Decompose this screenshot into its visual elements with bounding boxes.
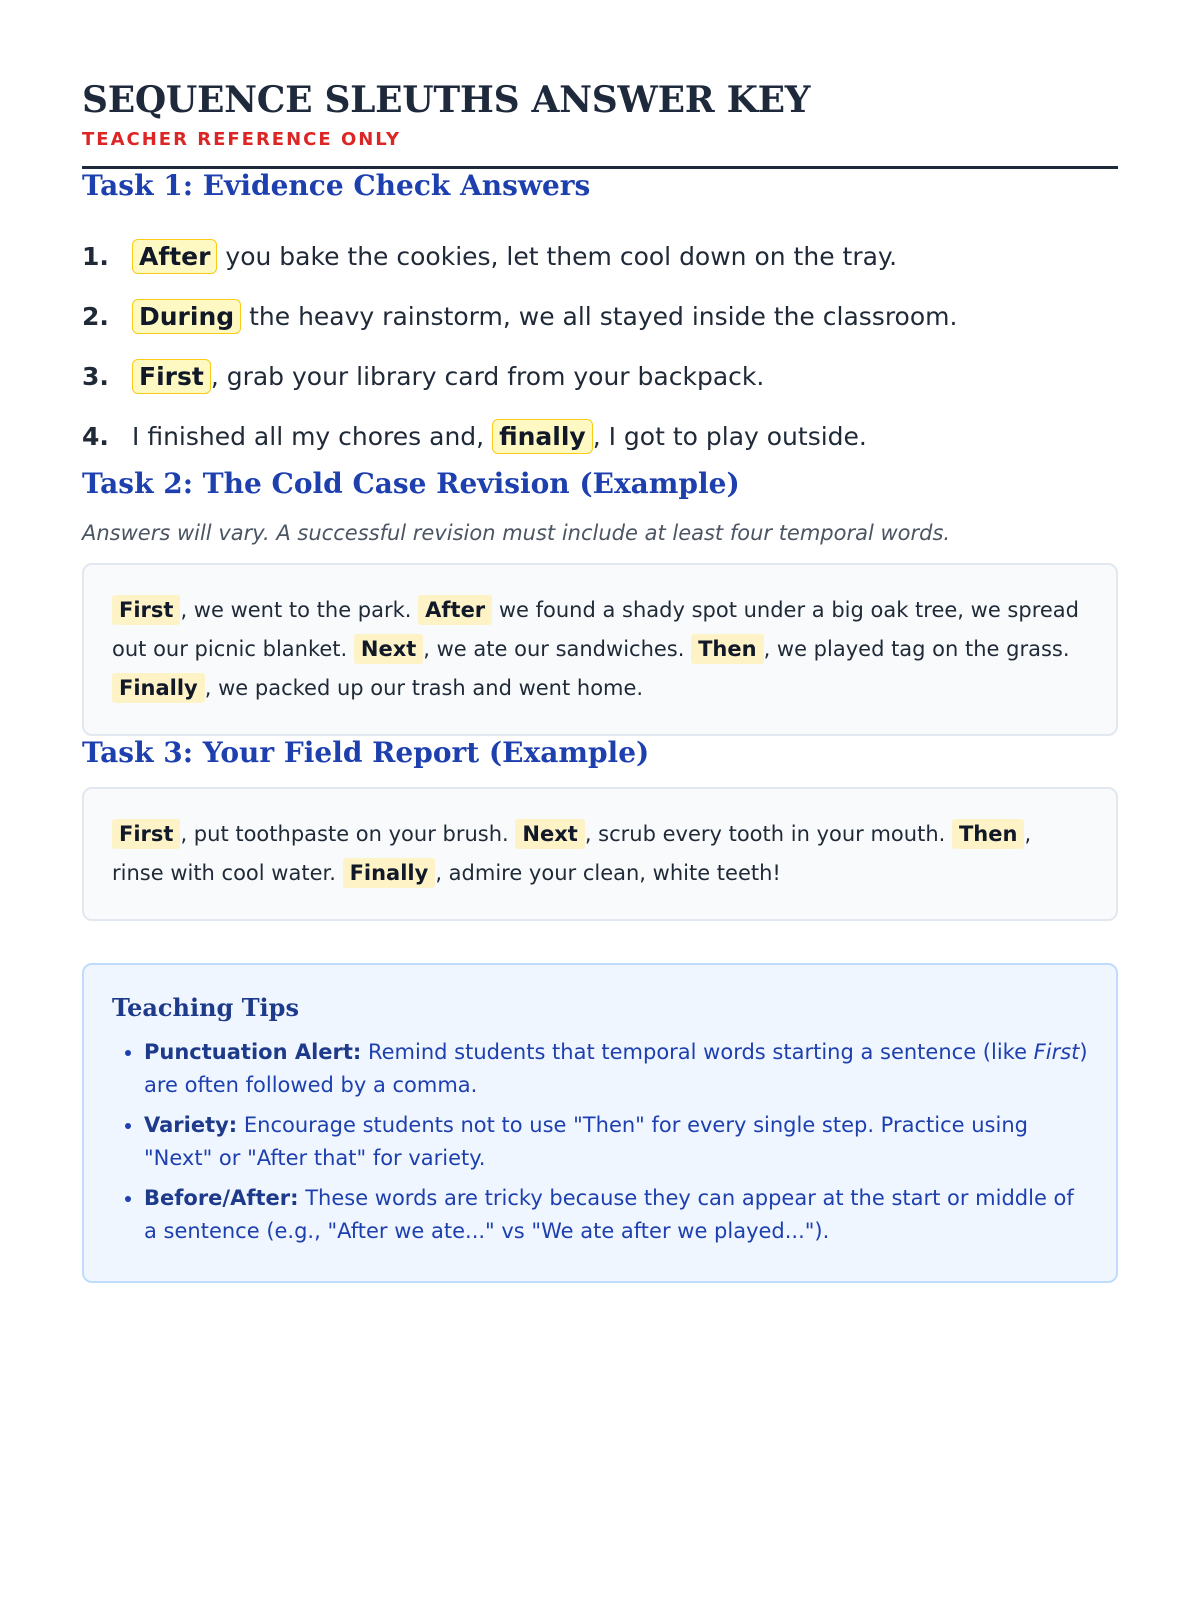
task1-heading: Task 1: Evidence Check Answers bbox=[82, 169, 591, 203]
answer-sentence bbox=[132, 242, 897, 271]
example-text: , we went to the park. bbox=[180, 597, 419, 622]
answer-sentence bbox=[132, 362, 764, 391]
task1-answer-list bbox=[82, 227, 1118, 467]
answer-number: 2. bbox=[82, 302, 109, 332]
tips-heading: Teaching Tips bbox=[112, 993, 299, 1023]
teaching-tips-box bbox=[82, 963, 1118, 1283]
temporal-word: Next bbox=[354, 634, 423, 664]
temporal-word: Then bbox=[691, 634, 763, 664]
answer-item bbox=[82, 407, 1118, 467]
tip-text: Remind students that temporal words starting a sentence (like bbox=[361, 1040, 1034, 1065]
tips-list bbox=[112, 1036, 1088, 1248]
task2-note: Answers will vary. A successful revision must include at least four temporal words. bbox=[82, 520, 951, 545]
temporal-word: First bbox=[112, 819, 180, 849]
temporal-word: Finally bbox=[343, 858, 436, 888]
example-text: , admire your clean, white teeth! bbox=[435, 861, 781, 886]
tip-item bbox=[144, 1036, 1088, 1102]
example-text: we found a shady spot under a big oak tree, we spread out our picnic blanket. bbox=[112, 597, 1079, 661]
answer-sentence bbox=[132, 422, 867, 451]
answer-item bbox=[82, 347, 1118, 407]
highlighted-temporal-word: During bbox=[132, 299, 241, 334]
example-text: , scrub every tooth in your mouth. bbox=[584, 822, 952, 847]
tip-text: Encourage students not to use "Then" for every single step. Practice using "Next" or "After that" for variety. bbox=[144, 1113, 1028, 1171]
temporal-word: Then bbox=[952, 819, 1024, 849]
answer-text-after: , grab your library card from your backpack. bbox=[210, 362, 765, 392]
task2-example-box bbox=[82, 563, 1118, 736]
tip-emphasis: First bbox=[1033, 1040, 1080, 1065]
answer-text-before: I finished all my chores and, bbox=[132, 422, 493, 452]
temporal-word: Next bbox=[515, 819, 584, 849]
tip-label: Before/After: bbox=[144, 1186, 299, 1211]
tip-item bbox=[144, 1182, 1088, 1248]
answer-item bbox=[82, 227, 1118, 287]
answer-number: 4. bbox=[82, 422, 109, 452]
answer-number: 1. bbox=[82, 242, 109, 272]
answer-item bbox=[82, 287, 1118, 347]
answer-text-after: you bake the cookies, let them cool down on the tray. bbox=[217, 242, 898, 272]
answer-text-after: , I got to play outside. bbox=[592, 422, 867, 452]
task2-heading: Task 2: The Cold Case Revision (Example) bbox=[82, 466, 740, 500]
task3-example-box bbox=[82, 787, 1118, 921]
example-text: , rinse with cool water. bbox=[112, 822, 1032, 886]
highlighted-temporal-word: First bbox=[132, 359, 211, 394]
page-title: SEQUENCE SLEUTHS ANSWER KEY bbox=[82, 79, 811, 121]
answer-sentence bbox=[132, 302, 957, 331]
example-text: , we played tag on the grass. bbox=[763, 636, 1070, 661]
page-subtitle: TEACHER REFERENCE ONLY bbox=[82, 129, 402, 151]
example-text: , put toothpaste on your brush. bbox=[180, 822, 516, 847]
answer-number: 3. bbox=[82, 362, 109, 392]
answer-text-after: the heavy rainstorm, we all stayed inside the classroom. bbox=[241, 302, 958, 332]
temporal-word: After bbox=[418, 595, 492, 625]
tip-text: ) are often followed by a comma. bbox=[144, 1040, 1088, 1098]
example-text: , we packed up our trash and went home. bbox=[204, 675, 644, 700]
tip-item bbox=[144, 1109, 1088, 1175]
temporal-word: First bbox=[112, 595, 180, 625]
highlighted-temporal-word: finally bbox=[492, 419, 593, 454]
highlighted-temporal-word: After bbox=[132, 239, 217, 274]
temporal-word: Finally bbox=[112, 673, 205, 703]
tip-text: These words are tricky because they can appear at the start or middle of a sentence (e.g., "After we ate..." vs "We ate after we played..."). bbox=[144, 1186, 1074, 1244]
tip-label: Variety: bbox=[144, 1113, 238, 1138]
task3-heading: Task 3: Your Field Report (Example) bbox=[82, 735, 650, 769]
tip-label: Punctuation Alert: bbox=[144, 1040, 362, 1065]
example-text: , we ate our sandwiches. bbox=[423, 636, 692, 661]
